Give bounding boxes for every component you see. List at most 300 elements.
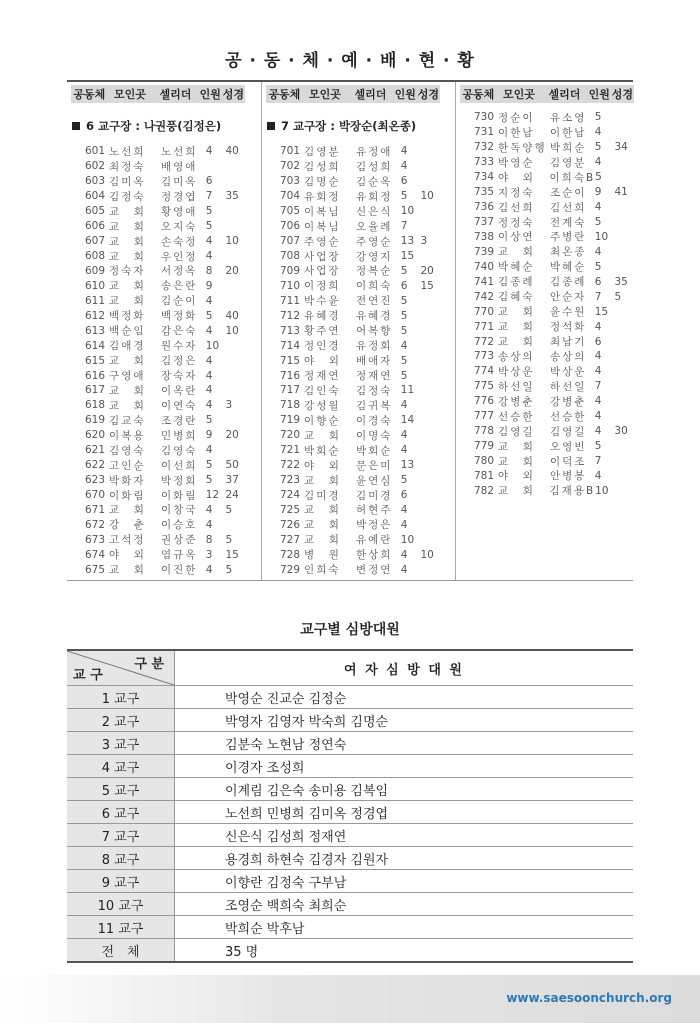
header-member-count: 인원 — [199, 88, 221, 101]
community-number: 732 — [474, 141, 495, 154]
meeting-place: 한독양행 — [498, 141, 547, 154]
table-row — [67, 353, 247, 368]
member-count: 4 — [400, 518, 408, 531]
community-number: 738 — [474, 230, 495, 243]
meeting-place: 교 회 — [498, 336, 535, 349]
header-community-number: 공동체 — [462, 88, 495, 101]
table-row — [67, 159, 247, 174]
meeting-place: 선승한 — [498, 410, 535, 423]
member-count: 9 — [205, 429, 213, 442]
cell-leader: 김재용B — [549, 485, 596, 498]
member-count: 4 — [205, 235, 213, 248]
district-label: 4 교구 — [67, 755, 175, 778]
visit-members: 35 명 — [175, 939, 634, 963]
member-count: 10 — [594, 230, 609, 243]
cell-leader: 박정은 — [356, 519, 393, 532]
table-row — [67, 428, 247, 443]
visit-members: 박영순 진교순 김정순 — [175, 686, 634, 709]
cell-leader: 강병춘 — [550, 395, 587, 408]
meeting-place: 이화림 — [109, 489, 146, 502]
table-row — [456, 274, 636, 289]
table-row — [456, 215, 636, 230]
community-number: 776 — [474, 395, 495, 408]
meeting-place: 사업장 — [304, 265, 341, 278]
community-number: 706 — [280, 220, 301, 233]
table-row — [67, 801, 633, 824]
meeting-place: 고석정 — [109, 534, 146, 547]
table-row — [262, 532, 442, 547]
community-number: 619 — [85, 414, 106, 427]
community-number: 782 — [474, 484, 495, 497]
meeting-place: 이복님 — [304, 220, 341, 233]
member-count: 11 — [400, 384, 415, 397]
member-count: 6 — [594, 335, 602, 348]
table-row — [456, 334, 636, 349]
cell-leader: 이덕조 — [550, 455, 587, 468]
meeting-place: 교 회 — [498, 440, 535, 453]
meeting-place: 박화자 — [109, 474, 146, 487]
table-row — [67, 398, 247, 413]
cell-leader: 우인정 — [161, 250, 198, 263]
cell-leader: 김성희 — [356, 160, 393, 173]
community-number: 719 — [280, 414, 301, 427]
member-count: 4 — [594, 395, 602, 408]
meeting-place: 노선희 — [109, 145, 146, 158]
community-number: 730 — [474, 111, 495, 124]
community-number: 674 — [85, 548, 106, 561]
table-row — [262, 413, 442, 428]
header-cell-leader: 셀리더 — [354, 88, 387, 101]
member-count: 3 — [205, 548, 213, 561]
visit-members: 박희순 박후남 — [175, 916, 634, 939]
community-number: 716 — [280, 369, 301, 382]
bible-count: 40 — [225, 309, 239, 322]
cell-leader: 오지숙 — [161, 220, 198, 233]
table-row — [262, 249, 442, 264]
table-row — [67, 189, 247, 204]
cell-leader: 박정회 — [161, 474, 198, 487]
meeting-place: 김혜숙 — [498, 291, 535, 304]
member-count: 5 — [205, 205, 213, 218]
table-row — [67, 249, 247, 264]
meeting-place: 김성희 — [304, 160, 341, 173]
table-row — [262, 353, 442, 368]
member-count: 14 — [400, 414, 415, 427]
cell-leader: 최온종 — [550, 246, 587, 259]
visit-team-table — [67, 649, 633, 963]
meeting-place: 교 회 — [498, 455, 535, 468]
meeting-place: 정정숙 — [498, 216, 535, 229]
community-list — [456, 110, 636, 498]
bible-count: 20 — [420, 264, 434, 277]
community-number: 737 — [474, 216, 495, 229]
table-row — [456, 349, 636, 364]
column-header — [71, 85, 245, 103]
community-number: 740 — [474, 260, 495, 273]
table-row — [456, 424, 636, 439]
community-number: 721 — [280, 444, 301, 457]
community-number: 772 — [474, 335, 495, 348]
community-number: 705 — [280, 205, 301, 218]
table-row — [456, 319, 636, 334]
member-count: 12 — [205, 489, 220, 502]
community-number: 701 — [280, 145, 301, 158]
table-row — [67, 824, 633, 847]
table-row — [262, 264, 442, 279]
header-bible-count: 성경 — [222, 88, 245, 101]
table-row — [67, 562, 247, 577]
member-count: 13 — [400, 459, 415, 472]
cell-leader: 윤연심 — [356, 474, 393, 487]
member-count: 4 — [594, 320, 602, 333]
cell-leader: 김선희 — [550, 201, 587, 214]
header-member-count: 인원 — [588, 88, 610, 101]
community-number: 623 — [85, 474, 106, 487]
meeting-place: 김정숙 — [109, 190, 146, 203]
member-count: 4 — [205, 145, 213, 158]
meeting-place: 황주연 — [304, 325, 341, 338]
member-count: 5 — [205, 220, 213, 233]
cell-leader: 신은식 — [356, 205, 393, 218]
community-number: 708 — [280, 250, 301, 263]
community-number: 611 — [85, 294, 106, 307]
community-number: 771 — [474, 320, 495, 333]
table-row — [67, 144, 247, 159]
table-row — [67, 383, 247, 398]
cell-leader: 백정화 — [161, 310, 198, 323]
cell-leader: 이연숙 — [161, 399, 198, 412]
member-count: 6 — [400, 175, 408, 188]
meeting-place: 김애경 — [109, 340, 146, 353]
table-row — [67, 732, 633, 755]
cell-leader: 김순옥 — [356, 175, 393, 188]
member-count: 4 — [205, 250, 213, 263]
member-count: 4 — [400, 503, 408, 516]
community-number: 620 — [85, 429, 106, 442]
community-number: 780 — [474, 455, 495, 468]
meeting-place: 강 춘 — [109, 519, 146, 532]
member-count: 15 — [594, 305, 609, 318]
table-row — [262, 398, 442, 413]
cell-leader: 황영애 — [161, 205, 198, 218]
community-number: 742 — [474, 290, 495, 303]
cell-leader: 송상의 — [550, 350, 587, 363]
website-link[interactable]: www.saesoonchurch.org — [506, 991, 672, 1005]
community-number: 736 — [474, 201, 495, 214]
table-row — [262, 308, 442, 323]
table-row — [67, 368, 247, 383]
community-number: 715 — [280, 354, 301, 367]
district-heading-text: 7 교구장 : 박장순(최온종) — [281, 119, 417, 133]
meeting-place: 교 회 — [304, 534, 341, 547]
community-number: 709 — [280, 264, 301, 277]
community-number: 613 — [85, 324, 106, 337]
cell-leader: 김순이 — [161, 295, 198, 308]
table-row — [67, 870, 633, 893]
community-number: 603 — [85, 175, 106, 188]
header-cell-leader: 셀리더 — [548, 88, 581, 101]
member-count: 4 — [594, 350, 602, 363]
cell-leader: 전연진 — [356, 295, 393, 308]
table-row — [262, 338, 442, 353]
cell-leader: 조경란 — [161, 414, 198, 427]
member-count: 5 — [400, 354, 408, 367]
community-number: 779 — [474, 440, 495, 453]
member-count: 4 — [594, 201, 602, 214]
community-status-table — [67, 80, 633, 581]
community-number: 618 — [85, 399, 106, 412]
community-number: 770 — [474, 305, 495, 318]
table-row — [67, 939, 633, 963]
page-title: 공 · 동 · 체 · 예 · 배 · 현 · 황 — [225, 51, 475, 71]
community-list — [262, 144, 442, 577]
cell-leader: 이화림 — [161, 489, 198, 502]
district-label: 전 체 — [67, 939, 175, 963]
table-row — [262, 383, 442, 398]
cell-leader: 배애자 — [356, 355, 393, 368]
meeting-place: 강병춘 — [498, 395, 535, 408]
meeting-place: 교 회 — [109, 564, 146, 577]
meeting-place: 교 회 — [109, 295, 146, 308]
member-count: 5 — [400, 369, 408, 382]
cell-leader: 배영애 — [161, 160, 198, 173]
member-count: 5 — [400, 474, 408, 487]
community-number: 601 — [85, 145, 106, 158]
meeting-place: 김선희 — [498, 201, 535, 214]
member-count: 4 — [205, 503, 213, 516]
meeting-place: 교 회 — [109, 280, 146, 293]
table-row — [262, 488, 442, 503]
member-count: 7 — [400, 220, 408, 233]
bible-count: 3 — [225, 399, 233, 412]
cell-leader: 유혜경 — [356, 310, 393, 323]
bible-count: 30 — [614, 425, 628, 438]
member-count: 4 — [594, 126, 602, 139]
cell-leader: 박혜순 — [550, 261, 587, 274]
cell-leader: 조순이 — [550, 186, 587, 199]
member-count: 5 — [594, 111, 602, 124]
meeting-place: 교 회 — [304, 474, 341, 487]
cell-leader: 권상준 — [161, 534, 198, 547]
bible-count: 50 — [225, 459, 239, 472]
cell-leader: 이명숙 — [356, 429, 393, 442]
community-number: 778 — [474, 425, 495, 438]
community-number: 722 — [280, 459, 301, 472]
meeting-place: 이상연 — [498, 231, 535, 244]
corner-top-label: 구 분 — [134, 657, 164, 672]
header-meeting-place: 모인곳 — [114, 88, 146, 101]
district-heading-text: 6 교구장 : 나권풍(김정은) — [86, 119, 222, 133]
member-count: 7 — [594, 455, 602, 468]
table-row — [262, 547, 442, 562]
member-count: 4 — [205, 384, 213, 397]
meeting-place: 박영순 — [498, 156, 535, 169]
square-bullet-icon — [72, 122, 80, 130]
header-cell-leader: 셀리더 — [159, 88, 192, 101]
member-count: 4 — [205, 444, 213, 457]
meeting-place: 정인경 — [304, 340, 341, 353]
table-row — [456, 409, 636, 424]
table-row — [456, 200, 636, 215]
community-number: 731 — [474, 126, 495, 139]
member-count: 7 — [594, 380, 602, 393]
cell-leader: 문은미 — [356, 459, 393, 472]
table-row — [67, 503, 247, 518]
table-row — [67, 709, 633, 732]
district-label: 6 교구 — [67, 801, 175, 824]
table-row — [67, 893, 633, 916]
community-number: 725 — [280, 503, 301, 516]
community-number: 728 — [280, 548, 301, 561]
visit-team-title: 교구별 심방대원 — [300, 622, 400, 638]
cell-leader: 이선희 — [161, 459, 198, 472]
corner-bottom-label: 교 구 — [73, 668, 103, 683]
community-number: 606 — [85, 220, 106, 233]
cell-leader: 김종례 — [550, 276, 587, 289]
member-count: 9 — [205, 279, 213, 292]
district-label: 8 교구 — [67, 847, 175, 870]
table-row — [67, 278, 247, 293]
meeting-place: 이향순 — [304, 414, 341, 427]
meeting-place: 교 회 — [498, 306, 535, 319]
table-row — [67, 532, 247, 547]
member-count: 4 — [594, 156, 602, 169]
square-bullet-icon — [267, 122, 275, 130]
meeting-place: 구영애 — [109, 370, 146, 383]
community-number: 617 — [85, 384, 106, 397]
member-count: 7 — [205, 190, 213, 203]
community-number: 727 — [280, 533, 301, 546]
member-count: 4 — [205, 354, 213, 367]
visit-members: 용경희 하현숙 김경자 김원자 — [175, 847, 634, 870]
member-count: 5 — [595, 171, 602, 184]
bible-count: 24 — [225, 489, 239, 502]
community-number: 726 — [280, 518, 301, 531]
member-count: 4 — [594, 365, 602, 378]
community-number: 718 — [280, 399, 301, 412]
cell-leader: 김정은 — [161, 355, 198, 368]
community-number: 607 — [85, 235, 106, 248]
cell-leader: 손숙정 — [161, 235, 198, 248]
bible-count: 20 — [225, 264, 239, 277]
cell-leader: 박회순 — [356, 444, 393, 457]
header-bible-count: 성경 — [417, 88, 440, 101]
community-number: 713 — [280, 324, 301, 337]
community-list — [67, 144, 247, 577]
cell-leader: 안병봉 — [550, 470, 587, 483]
cell-leader: 윤수원 — [550, 306, 587, 319]
cell-leader: 김귀복 — [356, 399, 393, 412]
community-number: 741 — [474, 275, 495, 288]
cell-leader: 노선희 — [161, 145, 198, 158]
community-number: 735 — [474, 186, 495, 199]
community-number: 614 — [85, 339, 106, 352]
meeting-place: 김종례 — [498, 276, 535, 289]
member-count: 5 — [400, 294, 408, 307]
table-row — [67, 517, 247, 532]
table-row — [456, 439, 636, 454]
member-count: 5 — [594, 141, 602, 154]
cell-leader: 오영빈 — [550, 440, 587, 453]
meeting-place: 교 회 — [498, 321, 535, 334]
member-count: 13 — [400, 235, 415, 248]
column-header — [266, 85, 440, 103]
table-row — [456, 454, 636, 469]
visit-members: 김분숙 노현남 정연숙 — [175, 732, 634, 755]
community-number: 610 — [85, 279, 106, 292]
member-count: 8 — [205, 533, 213, 546]
member-count: 4 — [594, 410, 602, 423]
member-count: 4 — [400, 563, 408, 576]
table-row — [456, 110, 636, 125]
meeting-place: 교 회 — [109, 250, 146, 263]
table-row — [456, 140, 636, 155]
meeting-place: 고인순 — [109, 459, 146, 472]
header-meeting-place: 모인곳 — [309, 88, 341, 101]
meeting-place: 김교숙 — [109, 414, 146, 427]
cell-leader: 한상희 — [356, 549, 393, 562]
meeting-place: 김영숙 — [109, 444, 146, 457]
meeting-place: 이한남 — [498, 126, 535, 139]
bible-count: 41 — [614, 186, 628, 199]
meeting-place: 사업장 — [304, 250, 341, 263]
community-number: 673 — [85, 533, 106, 546]
meeting-place: 교 회 — [109, 235, 146, 248]
meeting-place: 교 회 — [304, 429, 341, 442]
cell-leader: 정복순 — [356, 265, 393, 278]
community-number: 733 — [474, 156, 495, 169]
community-number: 616 — [85, 369, 106, 382]
cell-leader: 주영순 — [356, 235, 393, 248]
bible-count: 15 — [225, 548, 239, 561]
community-number: 711 — [280, 294, 301, 307]
table-row — [262, 458, 442, 473]
community-number: 612 — [85, 309, 106, 322]
community-number: 703 — [280, 175, 301, 188]
member-count: 5 — [594, 440, 602, 453]
table-row — [67, 204, 247, 219]
table-row — [67, 755, 633, 778]
cell-leader: 김영숙 — [161, 444, 198, 457]
table-row — [456, 394, 636, 409]
column-district-7 — [261, 82, 442, 580]
meeting-place: 교 회 — [304, 519, 341, 532]
table-row — [67, 547, 247, 562]
member-count: 4 — [205, 369, 213, 382]
district-label: 3 교구 — [67, 732, 175, 755]
community-number: 604 — [85, 190, 106, 203]
district-heading — [267, 118, 442, 134]
table-row — [67, 338, 247, 353]
cell-leader: 이창국 — [161, 504, 198, 517]
member-count: 5 — [400, 324, 408, 337]
bible-count: 40 — [225, 145, 239, 158]
meeting-place: 백순임 — [109, 325, 146, 338]
cell-leader: 유정애 — [356, 145, 393, 158]
table-row — [67, 323, 247, 338]
community-number: 622 — [85, 459, 106, 472]
bible-count: 35 — [225, 190, 239, 203]
visit-members: 조영순 백희숙 최희순 — [175, 893, 634, 916]
meeting-place: 하선일 — [498, 380, 535, 393]
table-row — [67, 174, 247, 189]
meeting-place: 인희숙 — [304, 564, 341, 577]
table-row — [67, 234, 247, 249]
community-number: 712 — [280, 309, 301, 322]
visit-members: 박영자 김영자 박숙희 김명순 — [175, 709, 634, 732]
community-number: 720 — [280, 429, 301, 442]
community-number: 739 — [474, 245, 495, 258]
